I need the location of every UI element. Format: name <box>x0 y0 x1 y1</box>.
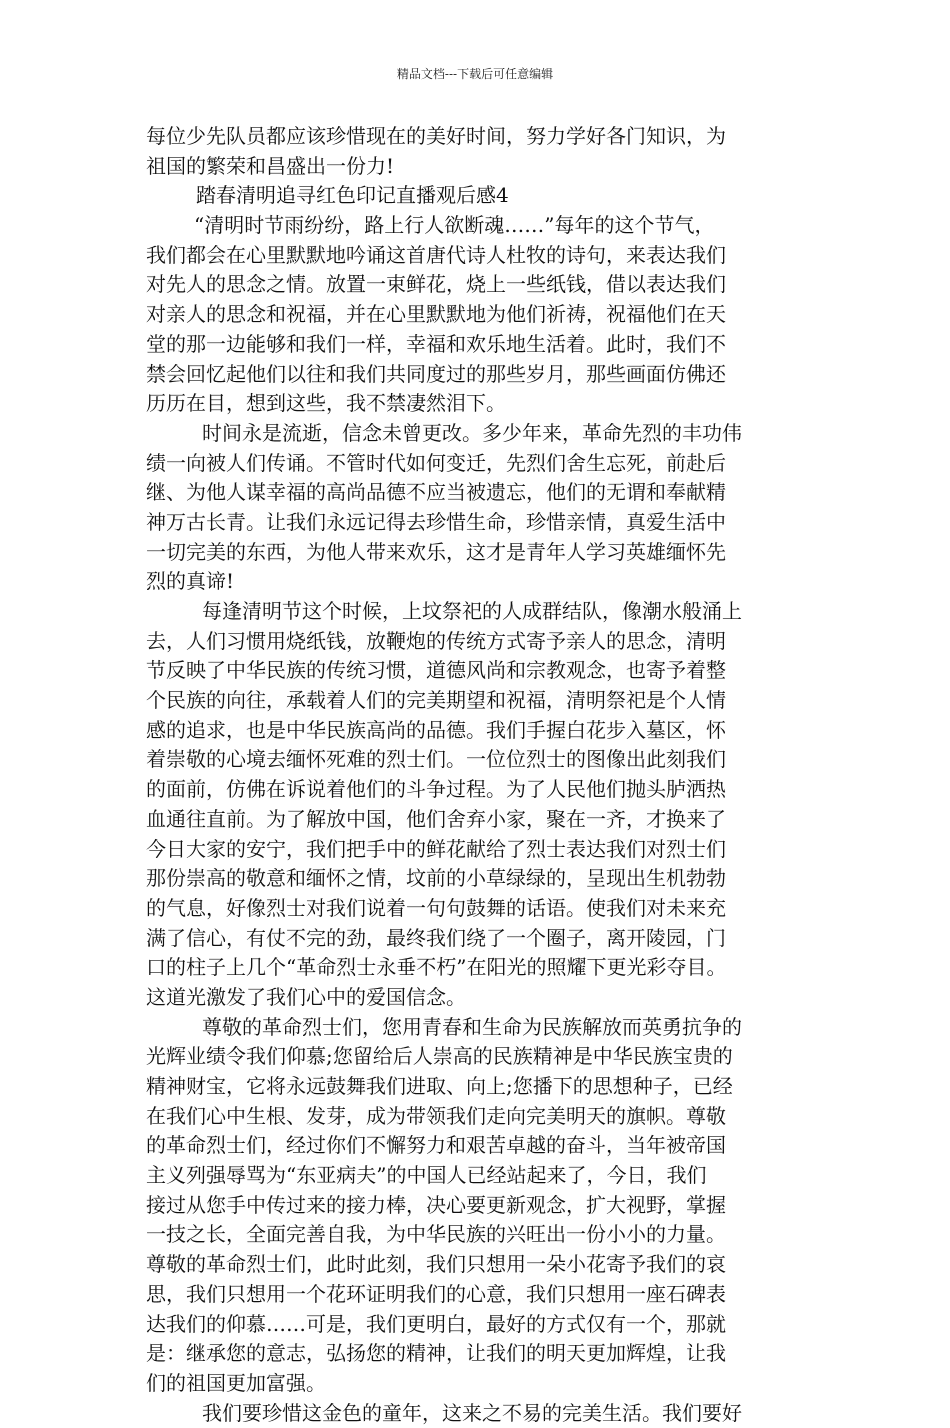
text-line: 神万古长青。让我们永远记得去珍惜生命，珍惜亲情，真爱生活中 <box>146 509 726 534</box>
text-line: 精神财宝，它将永远鼓舞我们进取、向上;您播下的思想种子，已经 <box>146 1074 733 1098</box>
text-line: 历历在目，想到这些，我不禁凄然泪下。 <box>146 391 506 416</box>
text-line: 今日大家的安宁，我们把手中的鲜花献给了烈士表达我们对烈士们 <box>146 836 726 861</box>
text-line: 感的追求，也是中华民族高尚的品德。我们手握白花步入墓区，怀 <box>146 717 726 742</box>
text-line: 继、为他人谋幸福的高尚品德不应当被遗忘，他们的无谓和奉献精 <box>146 480 726 505</box>
text-line: 祖国的繁荣和昌盛出一份力! <box>146 153 395 178</box>
text-line: 尊敬的革命烈士们，此时此刻，我们只想用一朵小花寄予我们的哀 <box>146 1252 726 1277</box>
text-line: 每位少先队员都应该珍惜现在的美好时间，努力学好各门知识，为 <box>146 124 726 148</box>
text-line: 每逢清明节这个时候，上坟祭祀的人成群结队，像潮水般涌上 <box>202 599 742 623</box>
text-line: 那份崇高的敬意和缅怀之情，坟前的小草绿绿的，呈现出生机勃勃 <box>146 866 726 891</box>
text-line: 我们都会在心里默默地吟诵这首唐代诗人杜牧的诗句，来表达我们 <box>146 242 726 267</box>
text-line: 是：继承您的意志，弘扬您的精神，让我们的明天更加辉煌，让我 <box>146 1341 726 1366</box>
text-line: “清明时节雨纷纷，路上行人欲断魂……”每年的这个节气， <box>194 213 715 238</box>
section-title: 踏春清明追寻红色印记直播观后感4 <box>196 183 509 208</box>
text-line: 尊敬的革命烈士们，您用青春和生命为民族解放而英勇抗争的 <box>202 1014 742 1039</box>
text-line: 对先人的思念之情。放置一束鲜花，烧上一些纸钱，借以表达我们 <box>146 272 726 297</box>
text-line: 思，我们只想用一个花环证明我们的心意，我们只想用一座石碑表 <box>146 1281 726 1306</box>
text-line: 的气息，好像烈士对我们说着一句句鼓舞的话语。使我们对未来充 <box>146 895 726 920</box>
text-line: 节反映了中华民族的传统习惯，道德风尚和宗教观念，也寄予着整 <box>146 658 726 683</box>
text-line: 满了信心，有仗不完的劲，最终我们绕了一个圈子，离开陵园，门 <box>146 925 726 950</box>
text-line: 在我们心中生根、发芽，成为带领我们走向完美明天的旗帜。尊敬 <box>146 1103 726 1128</box>
text-line: 我们要珍惜这金色的童年，这来之不易的完美生活。我们要好 <box>202 1400 742 1425</box>
text-line: 血通往直前。为了解放中国，他们舍弃小家，聚在一齐，才换来了 <box>146 806 726 831</box>
text-line: 去，人们习惯用烧纸钱，放鞭炮的传统方式寄予亲人的思念，清明 <box>146 628 726 653</box>
text-line: 接过从您手中传过来的接力棒，决心要更新观念，扩大视野，掌握 <box>146 1192 726 1217</box>
text-line: 主义列强辱骂为“东亚病夫”的中国人已经站起来了，今日，我们 <box>146 1163 707 1188</box>
text-line: 对亲人的思念和祝福，并在心里默默地为他们祈祷，祝福他们在天 <box>146 302 726 327</box>
document-body <box>146 122 836 1428</box>
text-line: 着崇敬的心境去缅怀死难的烈士们。一位位烈士的图像出此刻我们 <box>146 747 726 772</box>
text-line: 堂的那一边能够和我们一样，幸福和欢乐地生活着。此时，我们不 <box>146 331 726 356</box>
text-line: 的革命烈士们，经过你们不懈努力和艰苦卓越的奋斗，当年被帝国 <box>146 1133 726 1158</box>
text-line: 一技之长，全面完善自我，为中华民族的兴旺出一份小小的力量。 <box>146 1222 726 1247</box>
text-line: 绩一向被人们传诵。不管时代如何变迁，先烈们舍生忘死，前赴后 <box>146 450 726 475</box>
text-line: 们的祖国更加富强。 <box>146 1370 326 1395</box>
text-line: 光辉业绩令我们仰慕;您留给后人崇高的民族精神是中华民族宝贵的 <box>146 1044 733 1069</box>
text-line: 口的柱子上几个“革命烈士永垂不朽”在阳光的照耀下更光彩夺目。 <box>146 955 727 980</box>
text-line: 这道光激发了我们心中的爱国信念。 <box>146 984 466 1009</box>
text-line: 烈的真谛! <box>146 569 235 594</box>
text-line: 达我们的仰慕……可是，我们更明白，最好的方式仅有一个，那就 <box>146 1311 726 1336</box>
text-line: 个民族的向往，承载着人们的完美期望和祝福，清明祭祀是个人情 <box>146 688 726 713</box>
text-line: 禁会回忆起他们以往和我们共同度过的那些岁月，那些画面仿佛还 <box>146 361 726 386</box>
text-line: 的面前，仿佛在诉说着他们的斗争过程。为了人民他们抛头胪洒热 <box>146 777 726 802</box>
text-line: 一切完美的东西，为他人带来欢乐，这才是青年人学习英雄缅怀先 <box>146 539 726 564</box>
page-header: 精品文档---下载后可任意编辑 <box>396 67 554 81</box>
text-line: 时间永是流逝，信念未曾更改。多少年来，革命先烈的丰功伟 <box>202 420 742 445</box>
